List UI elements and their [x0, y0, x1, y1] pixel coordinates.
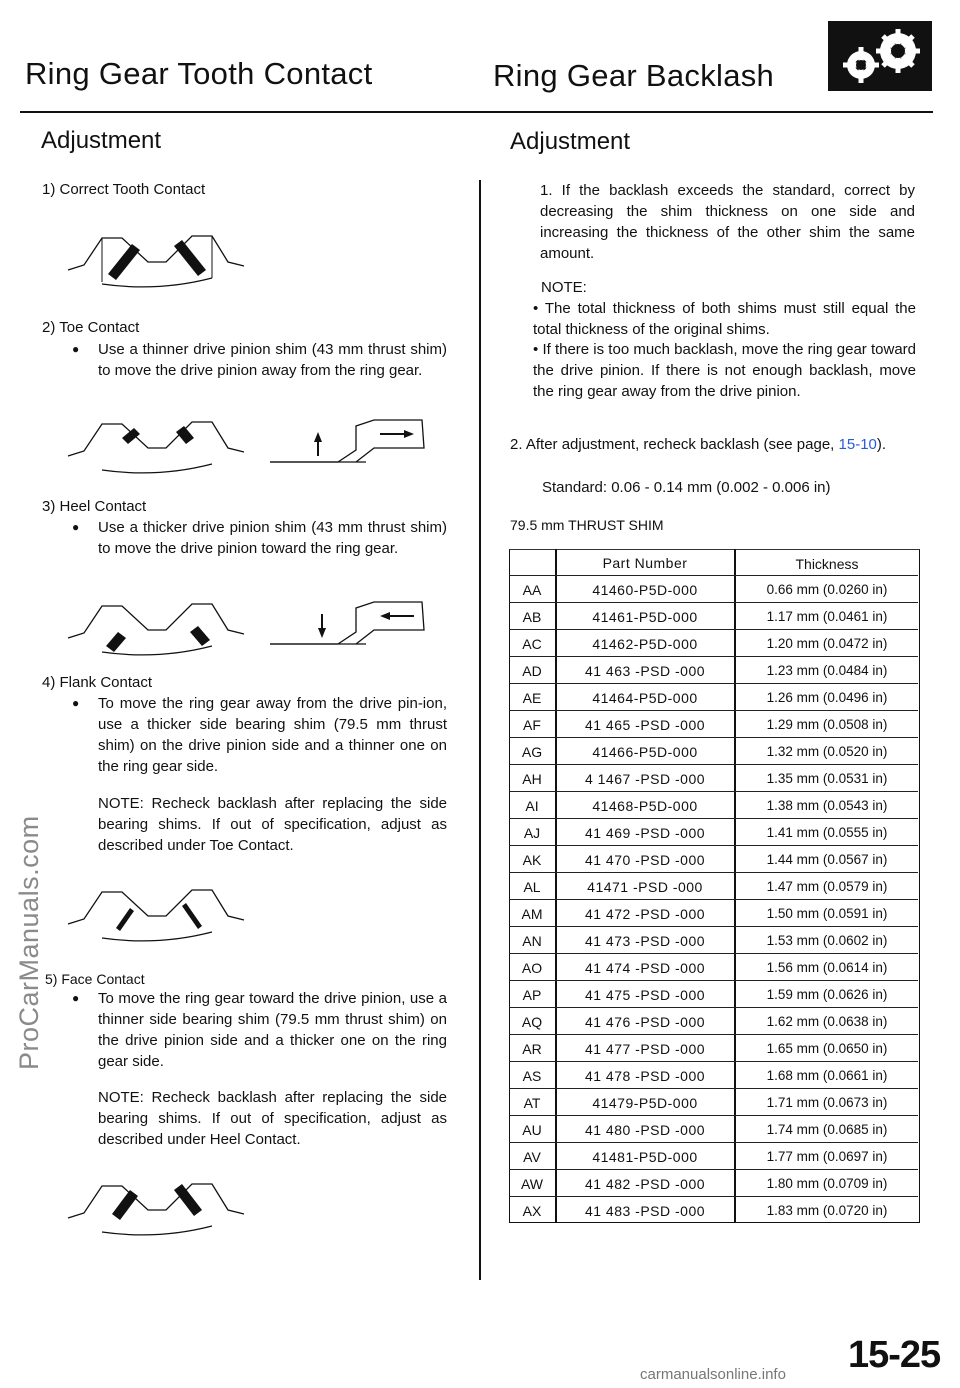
table-cell-thickness: 1.68 mm (0.0661 in): [766, 1068, 888, 1083]
gears-icon: [828, 21, 932, 91]
table-cell-part-number: 41 475 -PSD -000: [584, 987, 706, 1003]
correct-contact-gear-figure: [66, 222, 246, 288]
table-cell-part-number: 41 476 -PSD -000: [584, 1014, 706, 1030]
left-section-heading: Adjustment: [41, 127, 162, 154]
item-heel-contact-label: 3) Heel Contact: [42, 498, 147, 515]
table-header-part-number: Part Number: [602, 555, 688, 571]
table-cell-thickness: 1.38 mm (0.0543 in): [766, 798, 888, 813]
table-row-separator: [509, 1196, 918, 1197]
table-cell-code: AP: [522, 987, 542, 1003]
page-number: 15-25: [848, 1334, 941, 1376]
shim-table-title: 79.5 mm THRUST SHIM: [510, 517, 664, 533]
table-cell-code: AL: [523, 879, 541, 895]
table-cell-part-number: 4 1467 -PSD -000: [584, 771, 706, 787]
left-page-title: Ring Gear Tooth Contact: [25, 56, 373, 91]
table-cell-part-number: 41 483 -PSD -000: [584, 1203, 706, 1219]
table-row-separator: [509, 629, 918, 630]
table-cell-part-number: 41 477 -PSD -000: [584, 1041, 706, 1057]
backlash-standard: Standard: 0.06 - 0.14 mm (0.002 - 0.006 in): [542, 479, 831, 496]
table-row-separator: [509, 845, 918, 846]
table-cell-thickness: 1.56 mm (0.0614 in): [766, 960, 888, 975]
table-row-separator: [509, 1088, 918, 1089]
item-toe-contact-text: ● Use a thinner drive pinion shim (43 mm thrust shim) to move the drive pinion away from the ring gear.: [98, 339, 447, 381]
page-link-15-10[interactable]: 15-10: [838, 436, 877, 453]
table-cell-code: AA: [522, 582, 542, 598]
table-row-separator: [509, 1115, 918, 1116]
table-cell-thickness: 1.35 mm (0.0531 in): [766, 771, 888, 786]
table-cell-code: AI: [525, 798, 539, 814]
table-cell-part-number: 41 480 -PSD -000: [584, 1122, 706, 1138]
flank-contact-gear-figure: [66, 876, 246, 942]
table-cell-part-number: 41 469 -PSD -000: [584, 825, 706, 841]
table-cell-part-number: 41481-P5D-000: [592, 1149, 698, 1165]
item-face-contact-note: NOTE: Recheck backlash after replacing the side bearing shims. If out of specification, adjust as described under Heel Contact.: [98, 1089, 447, 1148]
face-contact-gear-figure: [66, 1170, 246, 1236]
table-row-separator: [509, 710, 918, 711]
item-face-contact-label: 5) Face Contact: [45, 971, 145, 987]
table-cell-part-number: 41 474 -PSD -000: [584, 960, 706, 976]
table-cell-code: AQ: [521, 1014, 543, 1030]
table-row-separator: [509, 791, 918, 792]
right-page-title: Ring Gear Backlash: [493, 58, 775, 93]
right-section-heading: Adjustment: [510, 128, 631, 155]
table-cell-thickness: 1.23 mm (0.0484 in): [766, 663, 888, 678]
table-cell-thickness: 1.59 mm (0.0626 in): [766, 987, 888, 1002]
note-item-1: • The total thickness of both shims must still equal the total thickness of the original shims.: [533, 300, 916, 338]
item-toe-contact-label: 2) Toe Contact: [42, 319, 140, 336]
table-cell-part-number: 41 473 -PSD -000: [584, 933, 706, 949]
table-cell-part-number: 41461-P5D-000: [592, 609, 698, 625]
table-row-separator: [509, 656, 918, 657]
table-cell-thickness: 1.65 mm (0.0650 in): [766, 1041, 888, 1056]
footer-watermark: carmanualsonline.info: [640, 1366, 786, 1383]
table-cell-code: AH: [522, 771, 542, 787]
table-row-separator: [509, 1169, 918, 1170]
table-row-separator: [509, 1034, 918, 1035]
table-cell-thickness: 1.83 mm (0.0720 in): [766, 1203, 888, 1218]
table-cell-thickness: 1.77 mm (0.0697 in): [766, 1149, 888, 1164]
item-flank-contact-label: 4) Flank Contact: [42, 674, 153, 691]
table-cell-code: AR: [522, 1041, 542, 1057]
note-item-2: • If there is too much backlash, move the ring gear toward the drive pinion. If there is not enough backlash, move the ring gear away from the drive pinion.: [533, 341, 917, 400]
table-cell-part-number: 41468-P5D-000: [592, 798, 698, 814]
table-cell-code: AT: [523, 1095, 541, 1111]
table-cell-thickness: 1.80 mm (0.0709 in): [766, 1176, 888, 1191]
table-cell-code: AV: [523, 1149, 541, 1165]
table-cell-code: AB: [522, 609, 542, 625]
table-cell-thickness: 1.26 mm (0.0496 in): [766, 690, 888, 705]
table-cell-thickness: 1.41 mm (0.0555 in): [766, 825, 888, 840]
table-cell-thickness: 1.50 mm (0.0591 in): [766, 906, 888, 921]
table-row-separator: [509, 899, 918, 900]
table-cell-code: AG: [521, 744, 543, 760]
table-cell-part-number: 41 463 -PSD -000: [584, 663, 706, 679]
toe-contact-gear-figure: [66, 408, 246, 474]
table-cell-code: AX: [522, 1203, 542, 1219]
table-cell-thickness: 1.44 mm (0.0567 in): [766, 852, 888, 867]
column-divider: [479, 180, 481, 1280]
table-cell-thickness: 1.32 mm (0.0520 in): [766, 744, 888, 759]
backlash-step-2: 2. After adjustment, recheck backlash (see page, 15-10).: [510, 436, 887, 453]
item-correct-contact-label: 1) Correct Tooth Contact: [42, 181, 206, 198]
table-row-separator: [509, 764, 918, 765]
table-cell-part-number: 41 465 -PSD -000: [584, 717, 706, 733]
table-cell-code: AU: [522, 1122, 542, 1138]
table-cell-code: AO: [521, 960, 543, 976]
table-row-separator: [509, 818, 918, 819]
table-cell-part-number: 41479-P5D-000: [592, 1095, 698, 1111]
table-cell-code: AM: [521, 906, 543, 922]
table-row-separator: [509, 1142, 918, 1143]
table-cell-part-number: 41466-P5D-000: [592, 744, 698, 760]
heel-contact-gear-figure: [66, 590, 246, 656]
toe-contact-pinion-figure: [268, 418, 428, 470]
table-cell-code: AW: [520, 1176, 544, 1192]
table-row-separator: [509, 1061, 918, 1062]
heel-contact-pinion-figure: [268, 600, 428, 652]
table-cell-part-number: 41462-P5D-000: [592, 636, 698, 652]
table-cell-code: AJ: [523, 825, 541, 841]
table-row-separator: [509, 1007, 918, 1008]
table-header-thickness: Thickness: [795, 556, 859, 572]
table-row-separator: [509, 926, 918, 927]
table-cell-thickness: 1.47 mm (0.0579 in): [766, 879, 888, 894]
table-cell-thickness: 1.20 mm (0.0472 in): [766, 636, 888, 651]
table-cell-part-number: 41 472 -PSD -000: [584, 906, 706, 922]
table-cell-code: AE: [522, 690, 542, 706]
table-cell-part-number: 41 482 -PSD -000: [584, 1176, 706, 1192]
table-cell-thickness: 1.53 mm (0.0602 in): [766, 933, 888, 948]
table-cell-part-number: 41460-P5D-000: [592, 582, 698, 598]
item-flank-contact-note: NOTE: Recheck backlash after replacing the side bearing shims. If out of specification, adjust as described under Toe Contact.: [98, 795, 447, 854]
table-cell-code: AS: [522, 1068, 542, 1084]
table-row-separator: [509, 602, 918, 603]
item-face-contact-text: ● To move the ring gear toward the drive pinion, use a thinner side bearing shim (79.5 mm thrust shim) on the drive pinion side and a thicker one on the ring gear side.: [98, 988, 447, 1072]
table-cell-part-number: 41 470 -PSD -000: [584, 852, 706, 868]
table-cell-thickness: 0.66 mm (0.0260 in): [766, 582, 888, 597]
backlash-step-1: 1. If the backlash exceeds the standard, correct by decreasing the shim thickness on one side and increasing the thickness of the other shim the same amount.: [540, 182, 915, 262]
table-cell-code: AK: [522, 852, 542, 868]
table-cell-code: AD: [522, 663, 542, 679]
table-cell-code: AC: [522, 636, 542, 652]
table-cell-thickness: 1.17 mm (0.0461 in): [766, 609, 888, 624]
table-row-separator: [509, 872, 918, 873]
table-row-separator: [509, 737, 918, 738]
table-cell-thickness: 1.74 mm (0.0685 in): [766, 1122, 888, 1137]
table-cell-code: AN: [522, 933, 542, 949]
item-heel-contact-text: ● Use a thicker drive pinion shim (43 mm thrust shim) to move the drive pinion toward the ring gear.: [98, 517, 447, 559]
table-cell-code: AF: [523, 717, 541, 733]
side-watermark: ProCarManuals.com: [14, 815, 44, 1070]
table-row-separator: [509, 575, 918, 576]
header-rule: [20, 111, 933, 113]
table-cell-thickness: 1.29 mm (0.0508 in): [766, 717, 888, 732]
table-cell-thickness: 1.62 mm (0.0638 in): [766, 1014, 888, 1029]
item-flank-contact-text: ● To move the ring gear away from the drive pin-ion, use a thicker side bearing shim (79.5 mm thrust shim) on the drive pinion side and a thinner one on the ring gear side.: [98, 693, 447, 777]
table-cell-part-number: 41464-P5D-000: [592, 690, 698, 706]
note-label: NOTE:: [541, 279, 587, 296]
table-row-separator: [509, 683, 918, 684]
table-cell-part-number: 41 478 -PSD -000: [584, 1068, 706, 1084]
table-row-separator: [509, 980, 918, 981]
table-cell-part-number: 41471 -PSD -000: [587, 879, 703, 895]
table-row-separator: [509, 953, 918, 954]
table-cell-thickness: 1.71 mm (0.0673 in): [766, 1095, 888, 1110]
